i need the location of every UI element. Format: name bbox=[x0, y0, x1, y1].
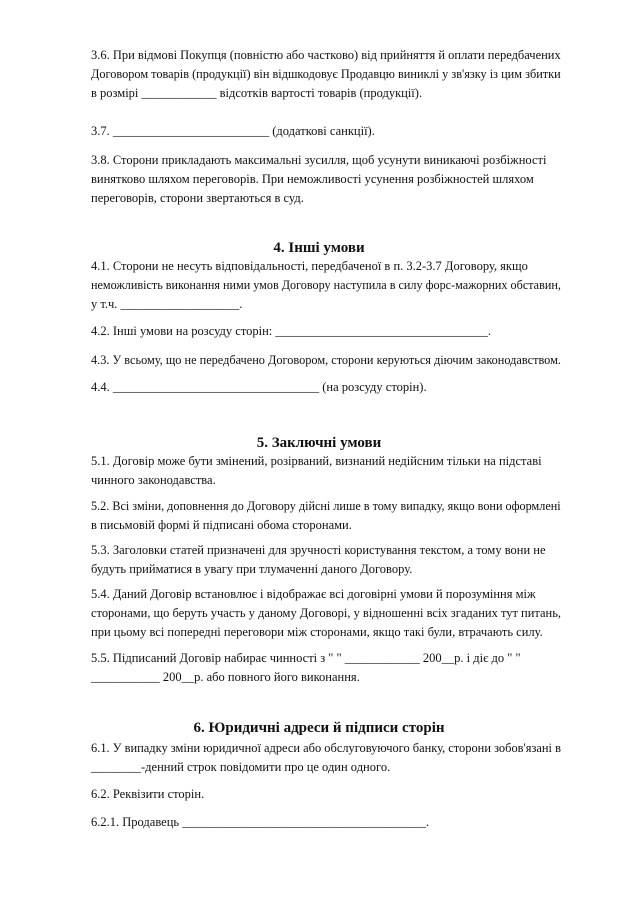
clause-5-4-line: 5.4. Даний Договір встановлює і відображає всі договірні умови й порозуміння між bbox=[91, 587, 536, 601]
clause-5-4-line: при цьому всі попередні переговори між сторонами, якщо такі були, втрачають силу. bbox=[91, 625, 543, 639]
clause-4-4-line: 4.4. _________________________________ (на розсуду сторін). bbox=[91, 380, 427, 394]
clause-5-2-line: в письмовій формі й підписані обома сторонами. bbox=[91, 518, 352, 532]
clause-3-6-line: 3.6. При відмові Покупця (повністю або частково) від прийняття й оплати передбачених bbox=[91, 48, 561, 62]
clause-3-6-line: Договором товарів (продукції) він відшкодовує Продавцю виниклі у зв'язку із цим збитки bbox=[91, 67, 561, 81]
clause-3-8-line: винятково шляхом переговорів. При неможливості усунення розбіжностей шляхом bbox=[91, 172, 534, 186]
clause-3-7 bbox=[91, 122, 561, 141]
clause-4-3 bbox=[91, 351, 561, 370]
section-heading-4: 4. Інші умови bbox=[273, 240, 365, 256]
clause-4-3-line: 4.3. У всьому, що не передбачено Договором, сторони керуються діючим законодавством. bbox=[91, 353, 561, 367]
clause-3-6 bbox=[91, 46, 561, 103]
clause-4-4 bbox=[91, 378, 561, 397]
clause-3-8 bbox=[91, 151, 561, 208]
clause-5-4-line: сторонами, що беруть участь у даному Договорі, у відношенні всіх згаданих тут питань, bbox=[91, 606, 562, 620]
clause-6-2-1 bbox=[91, 813, 561, 832]
clause-4-1-line: 4.1. Сторони не несуть відповідальності, передбаченої в п. 3.2-3.7 Договору, якщо bbox=[91, 259, 528, 273]
clause-5-1-line: 5.1. Договір може бути змінений, розірваний, визнаний недійсним тільки на підставі bbox=[91, 454, 542, 468]
clause-3-6-line: в розмірі ____________ відсотків вартості товарів (продукції). bbox=[91, 86, 423, 100]
clause-6-1-line: 6.1. У випадку зміни юридичної адреси або обслуговуючого банку, сторони зобов'язані в bbox=[91, 741, 561, 755]
clause-3-7-line: 3.7. _________________________ (додаткові санкції). bbox=[91, 124, 375, 138]
clause-5-5 bbox=[91, 649, 561, 687]
clause-6-2 bbox=[91, 785, 561, 804]
clause-6-1-line: ________-денний строк повідомити про це один одного. bbox=[91, 760, 391, 774]
clause-5-3-line: 5.3. Заголовки статей призначені для зручності користування текстом, а тому вони не bbox=[91, 543, 546, 557]
clause-5-2 bbox=[91, 497, 561, 535]
clause-5-5-line: ___________ 200__р. або повного його виконання. bbox=[91, 670, 360, 684]
clause-4-1-line: неможливість виконання ними умов Договору наступила в силу форс-мажорних обставин, bbox=[91, 278, 561, 292]
section-heading-5: 5. Заключні умови bbox=[256, 435, 382, 451]
clause-4-2-line: 4.2. Інші умови на розсуду сторін: __________________________________. bbox=[91, 324, 492, 338]
clause-3-8-line: переговорів, сторони звертаються в суд. bbox=[91, 191, 304, 205]
clause-5-1-line: чинного законодавства. bbox=[91, 473, 216, 487]
clause-5-3-line: будуть прийматися в увагу при тлумаченні даного Договору. bbox=[91, 562, 413, 576]
clause-3-8-line: 3.8. Сторони прикладають максимальні зусилля, щоб усунути виникаючі розбіжності bbox=[91, 153, 547, 167]
clause-5-5-line: 5.5. Підписаний Договір набирає чинності з " " ____________ 200__р. і діє до " " bbox=[91, 651, 521, 665]
clause-6-2-line: 6.2. Реквізити сторін. bbox=[91, 787, 205, 801]
clause-4-1 bbox=[91, 257, 561, 314]
clause-5-3 bbox=[91, 541, 561, 579]
clause-4-2 bbox=[91, 322, 561, 341]
section-heading-6: 6. Юридичні адреси й підписи сторін bbox=[193, 720, 445, 736]
clause-4-1-line: у т.ч. ___________________. bbox=[91, 297, 243, 311]
clause-5-4 bbox=[91, 585, 561, 642]
clause-6-2-1-line: 6.2.1. Продавець _______________________________________. bbox=[91, 815, 430, 829]
clause-5-2-line: 5.2. Всі зміни, доповнення до Договору дійсні лише в тому випадку, якщо вони оформлені bbox=[91, 499, 561, 513]
clause-6-1 bbox=[91, 739, 561, 777]
clause-5-1 bbox=[91, 452, 561, 490]
